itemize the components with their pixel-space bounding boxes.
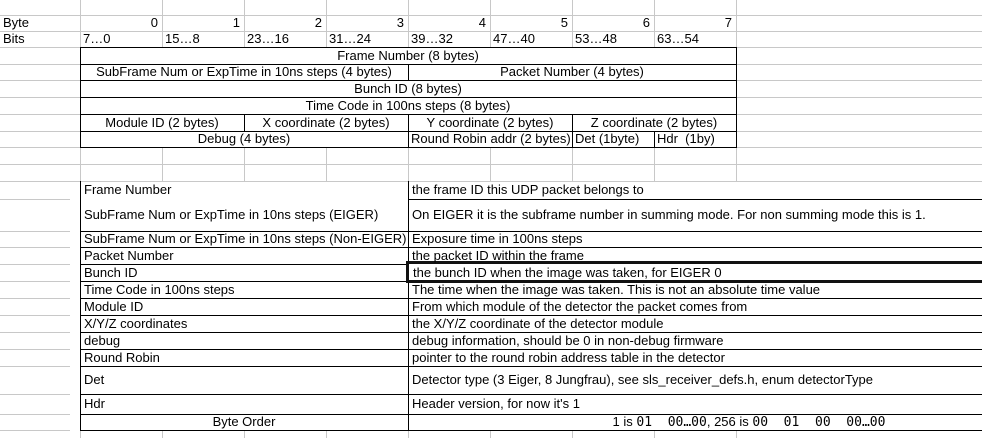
gridline [736,64,982,65]
bits-header-label[interactable]: Bits [3,31,25,46]
definition-desc[interactable]: the packet ID within the frame [412,248,584,263]
packet-field-x-coordinate[interactable]: X coordinate (2 bytes) [262,115,390,130]
gridline [490,147,491,181]
byte-number-cell[interactable]: 4 [478,15,486,30]
byte-header-label[interactable]: Byte [3,15,30,30]
gridline [0,264,70,265]
byte-order-code: 01 00…00 [636,415,707,430]
gridline [326,147,327,181]
byte-order-code: 00 01 00 00…00 [752,415,886,430]
packet-field-subframe[interactable]: SubFrame Num or ExpTime in 10ns steps (4 bytes) [96,64,392,79]
gridline [0,47,80,48]
gridline [0,164,982,165]
gridline [736,114,982,115]
bit-range-cell[interactable]: 31…24 [329,31,371,46]
definition-term[interactable]: X/Y/Z coordinates [84,316,188,331]
packet-field-hdr[interactable]: Hdr (1by) [657,131,715,146]
gridline [0,414,70,415]
definition-term[interactable]: Frame Number [84,182,172,197]
definition-term[interactable]: Module ID [84,299,144,314]
definition-term[interactable]: Hdr [84,396,105,411]
gridline [80,0,81,15]
gridline [0,366,70,367]
byte-number-cell[interactable]: 6 [642,15,650,30]
gridline [244,430,245,438]
gridline [80,430,81,438]
byte-number-cell[interactable]: 7 [724,15,732,30]
gridline [326,0,327,15]
definition-desc[interactable]: the X/Y/Z coordinate of the detector module [412,316,664,331]
definition-term[interactable]: debug [84,333,121,348]
gridline [572,430,573,438]
byte-number-cell[interactable]: 3 [396,15,404,30]
gridline [326,430,327,438]
gridline [0,80,80,81]
gridline [0,430,70,431]
gridline [654,430,655,438]
gridline [0,298,70,299]
gridline [736,147,737,181]
definition-desc[interactable]: From which module of the detector the packet comes from [412,299,748,314]
gridline [0,247,70,248]
definition-desc[interactable]: pointer to the round robin address table in the detector [412,350,725,365]
definition-desc[interactable]: The time when the image was taken. This is not an absolute time value [412,282,821,297]
gridline [736,131,982,132]
gridline [736,47,737,147]
definition-term[interactable]: SubFrame Num or ExpTime in 10ns steps (Non-EIGER) [84,231,407,246]
definition-term[interactable]: Packet Number [84,248,174,263]
byte-order-value[interactable] [408,414,982,430]
definition-desc[interactable]: On EIGER it is the subframe number in summing mode. For non summing mode this is 1. [412,207,926,222]
gridline [490,0,491,15]
packet-field-round-robin[interactable]: Round Robin addr (2 bytes) [411,131,571,146]
definition-term[interactable]: Det [84,372,105,387]
gridline [736,15,737,47]
gridline [736,80,982,81]
definition-desc[interactable]: Header version, for now it's 1 [412,396,580,411]
gridline [572,147,573,181]
byte-number-cell[interactable]: 1 [232,15,240,30]
gridline [490,430,491,438]
bit-range-cell[interactable]: 63…54 [657,31,699,46]
gridline [0,281,70,282]
gridline [654,147,655,181]
packet-field-module-id[interactable]: Module ID (2 bytes) [105,115,219,130]
gridline [0,199,70,200]
packet-field-det[interactable]: Det (1byte) [575,131,640,146]
gridline [0,231,70,232]
packet-field-z-coordinate[interactable]: Z coordinate (2 bytes) [590,115,718,130]
definition-desc[interactable]: Exposure time in 100ns steps [412,231,583,246]
gridline [408,147,409,181]
gridline [162,0,163,15]
gridline [736,147,982,148]
gridline [0,332,70,333]
bit-range-cell[interactable]: 7…0 [83,31,111,46]
gridline [736,47,982,48]
packet-field-y-coordinate[interactable]: Y coordinate (2 bytes) [426,115,554,130]
gridline [80,430,982,431]
byte-number-cell[interactable]: 2 [314,15,322,30]
gridline [0,64,80,65]
gridline [0,114,80,115]
byte-order-prefix: 1 is [612,414,637,429]
gridline [244,0,245,15]
gridline [0,147,80,148]
definition-term[interactable]: Time Code in 100ns steps [84,282,235,297]
definition-desc-selected[interactable]: the bunch ID when the image was taken, for EIGER 0 [413,265,722,280]
bit-range-cell[interactable]: 53…48 [575,31,617,46]
bit-range-cell[interactable]: 15…8 [165,31,200,46]
gridline [0,349,70,350]
bit-range-cell[interactable]: 39…32 [411,31,453,46]
gridline [572,0,573,15]
definition-term[interactable]: SubFrame Num or ExpTime in 10ns steps (EIGER) [84,207,379,222]
gridline [80,147,81,181]
gridline [736,430,737,438]
packet-field-packet-number[interactable]: Packet Number (4 bytes) [500,64,644,79]
definition-desc[interactable]: Detector type (3 Eiger, 8 Jungfrau), see sls_receiver_defs.h, enum detectorType [412,372,874,387]
packet-field-bunch-id[interactable]: Bunch ID (8 bytes) [354,81,462,96]
gridline [0,97,80,98]
packet-field-frame-number[interactable]: Frame Number (8 bytes) [337,48,479,63]
definition-term[interactable]: Bunch ID [84,265,138,280]
gridline [244,147,245,181]
bit-range-cell[interactable]: 23…16 [247,31,289,46]
gridline [162,430,163,438]
byte-order-label[interactable]: Byte Order [212,414,276,429]
definition-desc[interactable]: debug information, should be 0 in non-debug firmware [412,333,724,348]
definition-term[interactable]: Round Robin [84,350,160,365]
byte-order-middle: , 256 is [706,414,753,429]
byte-number-cell[interactable]: 5 [560,15,568,30]
gridline [0,131,80,132]
bit-range-cell[interactable]: 47…40 [493,31,535,46]
gridline [0,394,70,395]
gridline [736,0,737,15]
gridline [162,147,163,181]
gridline [408,0,409,15]
packet-field-time-code[interactable]: Time Code in 100ns steps (8 bytes) [305,98,511,113]
definition-desc[interactable]: the frame ID this UDP packet belongs to [412,182,644,197]
packet-field-debug[interactable]: Debug (4 bytes) [197,131,291,146]
gridline [736,97,982,98]
gridline [80,147,737,148]
gridline [654,0,655,15]
byte-number-cell[interactable]: 0 [150,15,158,30]
gridline [0,315,70,316]
gridline [408,430,409,438]
